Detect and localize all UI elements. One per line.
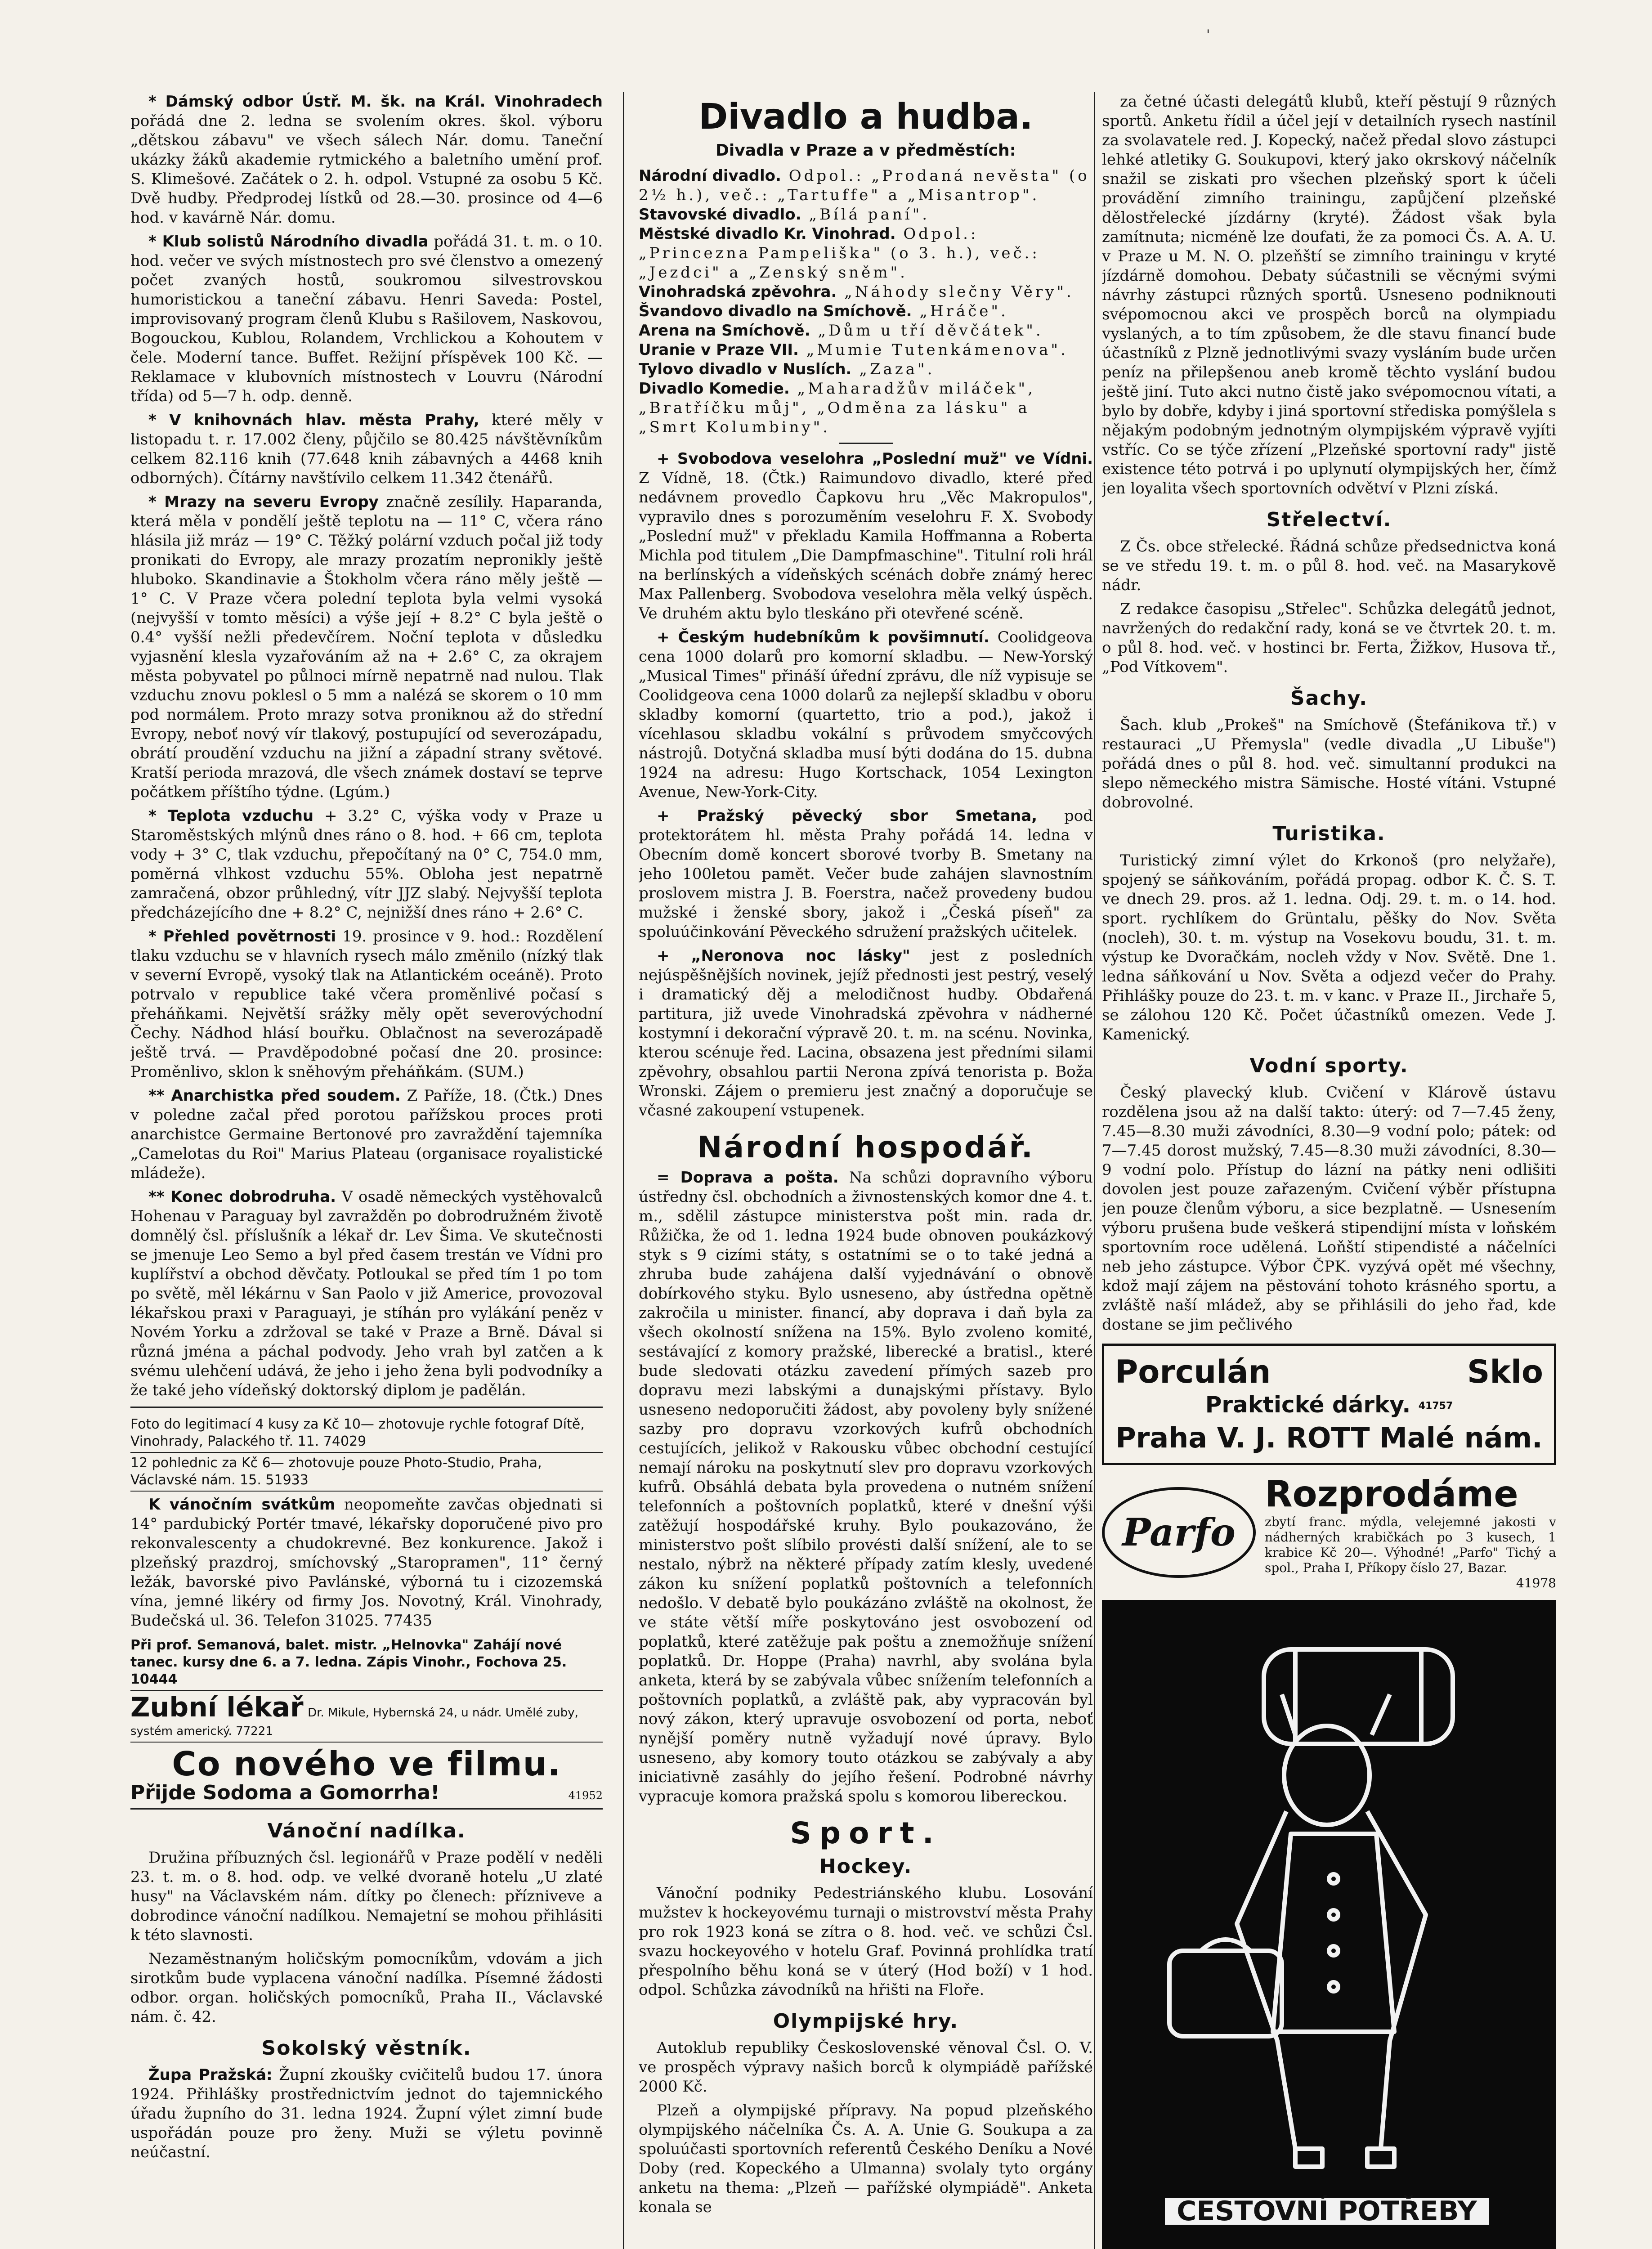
article-paragraph: Vánoční podniky Pedestriánského klubu. Losování mužstev k hockeyovému turnaji o mistrovství města Prahy pro rok 1923 koná se zítra o 8. hod. več. ve schůzi Čsl. svazu hockeyového v hotelu Graf. Povinná prohlídka tratí přespolního běhu koná se v úterý (Hod boží) v 1 hod. odpol. Schůzka závodníků na hřišti na Floře. (639, 1884, 1093, 1999)
section-paragraph: Nezaměstnaným holičským pomocníkům, vdovám a jich sirotkům bude vyplacena vánoční nadílka. Písemné žádosti odbor. organ. holičských pomocníků, Praha II., Václavské nám. č. 42. (130, 1950, 603, 2026)
article-paragraph: Šach. klub „Prokeš" na Smíchově (Štefánikova tř.) v restauraci „U Přemysla" (vedle divadla „U Libuše") pořádá dnes o půl 8. hod. več. simultanní produkci na slepo německého mistra Sämische. Hosté vítáni. Vstupné dobrovolné. (1102, 716, 1556, 811)
film-ad-title: Co nového ve filmu. (172, 1745, 561, 1783)
notice-paragraph: * Přehled povětrnosti 19. prosince v 9. hod.: Rozdělení tlaku vzduchu se v hlavních rysech málo změnilo (nízký tlak v severní Evropě, vysoký tlak na Atlantickém oceáně). Proto potrvalo v republice také včera proměnlivé počasí s přeháňkami. Největší srážky měly opět severovýchodní Čechy. Nádhod hlásí bouřku. Oblačnost na severozápadě ještě trvá. — Pravděpodobné počasí dne 20. prosince: Proměnlivo, sklon k sněhovým přeháňkám. (SUM.) (130, 927, 603, 1081)
article-paragraph: + Pražský pěvecký sbor Smetana, pod protektorátem hl. města Prahy pořádá 14. ledna v Obecním domě koncert sborové tvorby B. Smetany na jeho 100letou pamět. Večer bude zahájen slavnostním proslovem mistra J. B. Foerstra, načež provedeny budou mužské i ženské sbory, jakož i „Česká píseň" za spoluúčinkování Pěveckého sdružení pražských učitelek. (639, 807, 1093, 941)
classified-ad: Foto do legitimací 4 kusy za Kč 10— zhotovuje rychle fotograf Dítě, Vinohrady, Palackého tř. 11. 74029 (130, 1414, 603, 1453)
article-paragraph: Z redakce časopisu „Střelec". Schůzka delegátů jednot, navržených do redakční rady, koná se ve čtvrtek 20. t. m. o půl 8. hod. več. v hostinci br. Ferta, Žižkov, Husova tř., „Pod Vítkovem". (1102, 600, 1556, 676)
article-paragraph: Plzeň a olympijské přípravy. Na popud plzeňského olympijského náčelníka Čs. A. A. Unie G. Soukupa a za spoluúčasti sportovních referentů Českého Deníku a Nové Doby (red. Kopeckého a Ulmanna) svolaly tyto orgány anketu na thema: „Plzeň — pařížské olympiádě". Anketa konala se (639, 2101, 1093, 2216)
parfo-ad-title: Rozprodáme (1265, 1473, 1518, 1515)
page-mark: ' (1206, 27, 1210, 43)
porcelain-ad-left: Porculán (1115, 1353, 1271, 1390)
notice-paragraph: * Klub solistů Národního divadla pořádá 31. t. m. o 10. hod. večer ve svých místnostech pro své členstvo a omezený počet zvaných hostů, soukromou silvestrovskou humoristickou a taneční zábavu. Henri Saveda: Postel, improvisovaný program členů Klubu s Rašilovem, Naskovou, Bogouckou, Kublou, Rolandem, Vrchlickou a Kohoutem v čele. Moderní tance. Buffet. Režijní příspěvek 100 Kč. — Reklamace v klubovních místnostech v Louvru (Národní třída) od 5—7 h. odp. denně. (130, 233, 603, 405)
section-heading: Vánoční nadílka. (267, 1819, 466, 1842)
section-heading: Vodní sporty. (1249, 1054, 1409, 1077)
notice-paragraph: * Teplota vzduchu + 3.2° C, výška vody v Praze u Staroměstských mlýnů dnes ráno o 8. hod. + 66 cm, teplota vody + 3° C, tlak vzduchu, přepočítaný na 0° C, 754.0 mm, poměrná vlhkost vzduchu 55%. Obloha jest nepatrně zamračená, obzor průhledný, vítr JJZ slabý. Nejvyšší teplota předcházejícího dne + 8.2° C, nejnižší dnes ráno + 2.6° C. (130, 807, 603, 922)
parfo-ad (1102, 1474, 1556, 1591)
article-paragraph: Turistický zimní výlet do Krkonoš (pro nelyžaře), spojený se sáňkováním, pořádá propag. odbor K. Č. S. T. ve dnech 29. pros. až 1. ledna. Odj. 29. t. m. o 14. hod. sport. rychlíkem do Grüntalu, pěšky do Nov. Světa (nocleh), 30. t. m. výstup na Vosekovu boudu, 31. t. m. výstup ke Dvoračkám, nocleh vždy v Nov. Světě. Dne 1. ledna sáňkování u Nov. Světa a odjezd večer do Prahy. Přihlášky pouze do 23. t. m. v kanc. v Praze II., Jirchaře 5, se zálohou 120 Kč. Počet účastníků omezen. Vede J. Kamenický. (1102, 851, 1556, 1044)
section-heading: Turistika. (1272, 822, 1386, 845)
advert-paragraph: K vánočním svátkům neopomeňte zavčas objednati si 14° pardubický Portér tmavé, lékařsky doporučené pivo pro rekonvalescenty a chudokrevné. Bez konkurence. Jakož i plzeňský prazdroj, smíchovský „Staropramen", 11° černý ležák, bavorské pivo Pavlánské, výborná tu i cizozemská vína, jemné likéry od firmy Jos. Novotný, Král. Vinohrady, Budečská ul. 36. Telefon 31025. 77435 (130, 1496, 603, 1630)
article-paragraph: za četné účasti delegátů klubů, kteří pěstují 9 různých sportů. Anketu řídil a účel její v detailních rysech nastínil za svolavatele red. J. Kopecký, načež předal slovo zástupci lehké atletiky G. Soukupovi, který jako okrskový náčelník snažil se ziskati pro všechen plzeňský sport k účeli provádění zimního trainingu, zapůjčení plzeňské dělostřelecké jízdárny (kryté). Žádost však byla zamítnuta; nicméně lze doufati, že za pomoci Čs. A. A. U. v Praze u M. N. O. plzeňští se zimního trainingu v kryté jízdárně domohou. Debaty súčastnili se věcnými svými návrhy zástupci různých sportů. Usneseno podniknouti svépomocnou akci ve prospěch borců na olympiadu vyslaných, a to tím způsobem, že dle stavu financí bude účastníků z Plzně jednotlivými svazy vysláním bude určen peníz na přilepšenou aneb kromě těchto vyslání budou ještě jiní. Tuto akci nutno čistě jako svépomocnou vítati, a bylo by dobře, kdyby i jiná sportovní střediska pomýšlela s nějakým podobným jednotným olympijském výpravě vyjíti vstříc. Co se týče zřízení „Plzeňské sportovní rady" jistě existence této potrvá i po uplynutí olympijských her, čímž jen loyalita všech sportovních odvětví v Plzni získá. (1102, 93, 1556, 497)
section-heading: Šachy. (1290, 687, 1368, 710)
dentist-ad-title: Zubní lékař (130, 1692, 304, 1723)
parfo-ad-text: zbytí franc. mýdla, velejemné jakosti v nádherných krabičkách po 3 kusech, 1 krabice Kč 20—. Výhodné! „Parfo" Tichý a spol., Praha I, Příkopy číslo 27, Bazar. (1265, 1514, 1556, 1575)
section-paragraph: Župa Pražská: Župní zkoušky cvičitelů budou 17. února 1924. Přihlášky prostřednictvím jednot do tajemnického úřadu župního do 31. ledna 1924. Župní výlet zimní bude uspořádán pouze pro ženy. Muži se výletu povinně neúčastní. (130, 2066, 603, 2161)
classified-ad: Při prof. Semanová, balet. mistr. „Helnovka" Zahájí nové tanec. kursy dne 6. a 7. ledna. Zápis Vinohr., Fochova 25. 10444 (130, 1635, 603, 1691)
porter-illustration (1102, 1600, 1556, 2194)
article-paragraph: Z Čs. obce střelecké. Řádná schůze předsednictva koná se ve středu 19. t. m. o půl 8. hod. več. na Masarykově nádr. (1102, 538, 1556, 594)
article-paragraph: Autoklub republiky Československé věnoval Čsl. O. V. ve prospěch výpravy našich borců k olympiádě pařížské 2000 Kč. (639, 2039, 1093, 2096)
section-title: Divadlo a hudba. (698, 97, 1033, 137)
theatre-listing: Národní divadlo. Odpol.: „Prodaná nevěsta" (o 2½ h.), več.: „Tartuffe" a „Misantrop". Stavovské divadlo. „Bílá paní". Městské divadlo Kr. Vinohrad. Odpol.: „Princezna Pampeliška" (o 3. h.), več.: „Jezdci" a „Zenský sněm". Vinohradská zpěvohra. „Náhody slečny Věry". Švandovo divadlo na Smíchově. „Hráče". Arena na Smíchově. „Dům u tří děvčátek". Uranie v Praze VII. „Mumie Tutenkámenova". Tylovo divadlo v Nuslích. „Zaza". Divadlo Komedie. „Maharadžův miláček", „Bratříčku můj", „Odměna za lásku" a „Smrt Kolumbiny". (639, 167, 1090, 436)
notice-paragraph: * Dámský odbor Ústř. M. šk. na Král. Vinohradech pořádá dne 2. ledna se svolením okres. škol. výboru „dětskou zábavu" ve všech sálech Nár. domu. Taneční ukázky žáků akademie rytmického a baletního umění prof. S. Klimešové. Začátek o 2. h. odpol. Vstupné za osobu 5 Kč. Dvě hudby. Předprodej lístků od 28.—30. prosince od 4—6 hod. v kavárně Nár. domu. (130, 93, 603, 227)
section-heading: Národní hospodář. (697, 1130, 1034, 1165)
notice-paragraph: ** Anarchistka před soudem. Z Paříže, 18. (Čtk.) Dnes v poledne začal před porotou pařížskou proces proti anarchistce Germaine Bertonové pro zavraždění tajemníka „Camelotas du Roi" Marius Plateau (organisace royalistické mládeže). (130, 1087, 603, 1182)
section-heading: Sport. (790, 1816, 942, 1850)
film-ad-number: 41952 (568, 1789, 603, 1802)
film-ad (130, 1743, 603, 1810)
article-paragraph: + „Neronova noc lásky" jest z posledních nejúspěšnějších novinek, jejíž přednosti jest pestrý, veselý i dramatický děj a melodičnost hudby. Obdařená partitura, již uvede Vinohradská zpěvohra v nádherné kostymní i dekorační výpravě 20. t. m. na scénu. Novinka, kterou scénuje řed. Lacina, obsazena jest předními silami zpěvohry, obsahlou partii Nerona zpívá tenorista p. Boža Wronski. Zájem o premieru jest značný a doporučuje se včasné zakoupení vstupenek. (639, 947, 1093, 1120)
section-paragraph: Družina příbuzných čsl. legionářů v Praze podělí v neděli 23. t. m. o 8. hod. odp. ve velké dvoraně hotelu „U zlaté husy" na Václavském nám. dítky po členech: přízniveve a dobrodince vánoční nadílkou. Nemajetní se mohou přihlásiti k této slavnosti. (130, 1849, 603, 1944)
porcelain-ad-bottom: Praha V. J. ROTT Malé nám. (1115, 1421, 1543, 1454)
column-rule (623, 92, 624, 2249)
article-paragraph: Český plavecký klub. Cvičení v Klárově ústavu rozdělena jsou až na další takto: úterý: od 7—7.45 ženy, 7.45—8.30 muži závodníci, 8.30—9 vodní polo; pátek: od 7—7.45 dorost mužský, 7.45—8.30 muži závodníci, 8.30—9 vodní polo. Přístup do lázní na pátky neni odlišiti dovolen jest pouze zařazeným. Cvičení výběr přístupna jen pouze členům výboru, a sice bezplatně. — Usnesením výboru prušena bude veškerá stipendijní místa v loňském sportovním roce udělená. Loňští stipendisté a náčelníci neb jeho zástupce. Výbor ČPK. vyzývá opět mé všechny, kdož mají zájem na pěstování tohoto krásného sportu, a zvláště naší mládež, aby se přihlásili do jeho řad, kde dostane se jim pečlivého (1102, 1084, 1556, 1334)
legero-ad (1102, 1600, 1556, 2249)
middle-column (639, 92, 1093, 2249)
right-column (1102, 92, 1556, 2249)
parfo-logo: Parfo (1102, 1487, 1256, 1578)
subsection-heading: Hockey. (819, 1855, 913, 1878)
dentist-ad-text: Dr. Mikule, Hybernská 24, u nádr. Umělé zuby, systém americký. 77221 (130, 1706, 578, 1738)
subsection-heading: Olympijské hry. (773, 2010, 959, 2033)
divider (839, 443, 893, 444)
porcelain-ad-middle: Praktické dárky. (1205, 1392, 1411, 1418)
left-column (130, 92, 603, 2249)
parfo-ad-number: 41978 (1516, 1575, 1556, 1590)
section-heading: Sokolský věstník. (261, 2037, 472, 2060)
notice-paragraph: * V knihovnách hlav. města Prahy, které měly v listopadu t. r. 17.002 členy, půjčilo se 80.425 návštěvníkům celkem 82.116 knih (77.648 knih zábavných a 4468 knih odborných). Čítárny navštívilo celkem 11.342 čtenářů. (130, 411, 603, 487)
article-paragraph: = Doprava a pošta. Na schůzi dopravního výboru ústředny čsl. obchodních a živnostenských komor dne 4. t. m., sdělil zástupce ministerstva pošt min. rada dr. Růžička, že od 1. ledna 1924 bude obnoven poukázkový styk s 9 cizími státy, s ostatními se o to také jedná a zhruba bude zahájena další vyjednávání o obnově dobírkového styku. Bylo usneseno, aby ústředna opětně zakročila u minister. financí, aby doprava i daň byla za všech okolností snížena na 15%. Bylo zvoleno komité, sestávající z komory pražské, liberecké a bratisl., které bude sledovati otázku zavedení přímých sazeb pro dopravu mezi labskými a dunajskými přístavy. Bylo usneseno nedoporučiti žádost, aby povoleny byly snížené sazby pro dopravu vzorkových kufrů obchodních cestujících, jelikož v Rakousku vůbec obchodní cestující nemají nároku na poskytnutí slev pro dopravu vzorkových kufrů. Obsáhlá debata byla provedena o nutném snížení telefonních a poštovních poplatků, které v dnešní výši zatěžují hospodářské kruhy. Bylo poukazováno, že ministerstvo pošt slíbilo provésti další snížení, ale to se nestalo, nýbrž na některé případy zatím klesly, uvedené zákon ku snížení poplatků poštovních a telefonních nedošlo. V debatě bylo poukázáno zvláště na okolnost, že ve státe větší míře poskytováno jest osvobození od poplatků, které zatěžuje pak poštu a znemožňuje snížení poplatků. Dr. Hoppe (Praha) navrhl, aby svolána byla anketa, která by se zabývala vůbec snížením telefonních a poštovních poplatků, a zvláště pak, aby vypracován byl nový zákon, který upravuje osvobození od porta, neboť nynější poměry nutně vyžadují nové úpravy. Bylo usneseno, aby komory touto otázkou se zabývaly a aby iniciativně zasáhly do jejího řešení. Podrobné návrhy vypracuje komora pražská spolu s komorou libereckou. (639, 1169, 1093, 1805)
section-heading: Střelectví. (1266, 508, 1392, 531)
classified-ad: 12 pohlednic za Kč 6— zhotovuje pouze Photo-Studio, Praha, Václavské nám. 15. 51933 (130, 1453, 603, 1492)
notice-paragraph: * Mrazy na severu Evropy značně zesílily. Haparanda, která měla v pondělí ještě teplotu na — 11° C, včera ráno hlásila již mráz — 19° C. Těžký polární vzduch počal již tody pronikati do Evropy, ale mrazy prozatím nepronikly ještě hluboko. Skandinavie a Štokholm včera ráno měly ještě — 1° C. V Praze včera polední teplota byla velmi vysoká (nejvyšší v tomto měsíci) a výše její + 8.2° C byla ještě o 0.4° vyšší nežli předevčírem. Noční teplota v důsledku vyjasnění klesla vyzařováním až na + 2.6° C, za okrajem města pobyvatel po půlnoci mírně nepatrně nad nulou. Tlak vzduchu znovu poklesl o 5 mm a nalézá se skorem o 10 mm pod normálem. Proto mrazy sotva proniknou až do střední Evropy, neboť nový vír tlakový, postupující od severozápadu, obrátí proudění vzduchu na jižní a západní strany světové. Kratší perioda mrazová, dle všech známek dostaví se teprve počátkem příštího týdne. (Lgúm.) (130, 493, 603, 801)
column-rule (1094, 92, 1095, 2249)
porcelain-ad (1102, 1344, 1556, 1465)
film-ad-subtitle: Přijde Sodoma a Gomorrha! (130, 1781, 440, 1804)
article-paragraph: + Svobodova veselohra „Poslední muž" ve Vídni. Z Vídně, 18. (Čtk.) Raimundovo divadlo, které před nedávnem provedlo Čapkovu hru „Věc Makropulos", vypravilo dnes s porozuměním veselohru F. X. Svobody „Poslední muž" v překladu Kamila Hoffmanna a Roberta Michla pod titulem „Die Dampfmaschine". Titulní roli hrál na berlínských a vídeňských scénách dobře známý herec Max Pallenberg. Svobodova veselohra měla velký úspěch. Ve druhém aktu bylo tleskáno při otevřené scéně. (639, 450, 1093, 623)
dentist-ad (130, 1691, 603, 1743)
divider (130, 1407, 603, 1408)
porcelain-ad-right: Sklo (1467, 1353, 1543, 1390)
legero-banner: CESTOVNÍ POTŘEBY (1165, 2198, 1489, 2225)
notice-paragraph: ** Konec dobrodruha. V osadě německých vystěhovalců Hohenau v Paraguay byl zavražděn po dobrodružném životě domnělý čsl. příslušník a lékař dr. Lev Šima. Ve skutečnosti se jmenuje Leo Semo a byl před časem trestán ve Vídni pro kuplířství a obchod děvčaty. Potloukal se před tím 1 po tom po světě, měl lékárnu v San Paolo v již Americe, provozoval lékařskou praxi v Paraguayi, je stíhán pro vylákání peněz v Novém Yorku a zdržoval se také v Praze a Brně. Dával si různá jména a páchal podvody. Jeho vrah byl zatčen a k svému ulehčení udává, že jeho i jeho žena byli podvodníky a že také jeho vídeňský doktorský diplom je padělán. (130, 1188, 603, 1399)
porcelain-ad-number: 41757 (1418, 1400, 1453, 1412)
section-subtitle: Divadla v Praze a v předměstích: (715, 141, 1016, 160)
article-paragraph: + Českým hudebníkům k povšimnutí. Coolidgeova cena 1000 dolarů pro komorní skladbu. — New-Yorský „Musical Times" přináší úřední zprávu, dle níž vypisuje se Coolidgeova cena 1000 dolarů za nejlepší skladbu v oboru skladby komorní (quartetto, trio a pod.), jakož i vícehlasou skladbu vokální s průvodem smyčcových nástrojů. Dotyčná skladba musí býti dodána do 15. dubna 1924 na adresu: Hugo Kortschack, 1054 Lexington Avenue, New-York-City. (639, 628, 1093, 801)
legero-line (1102, 2248, 1556, 2249)
